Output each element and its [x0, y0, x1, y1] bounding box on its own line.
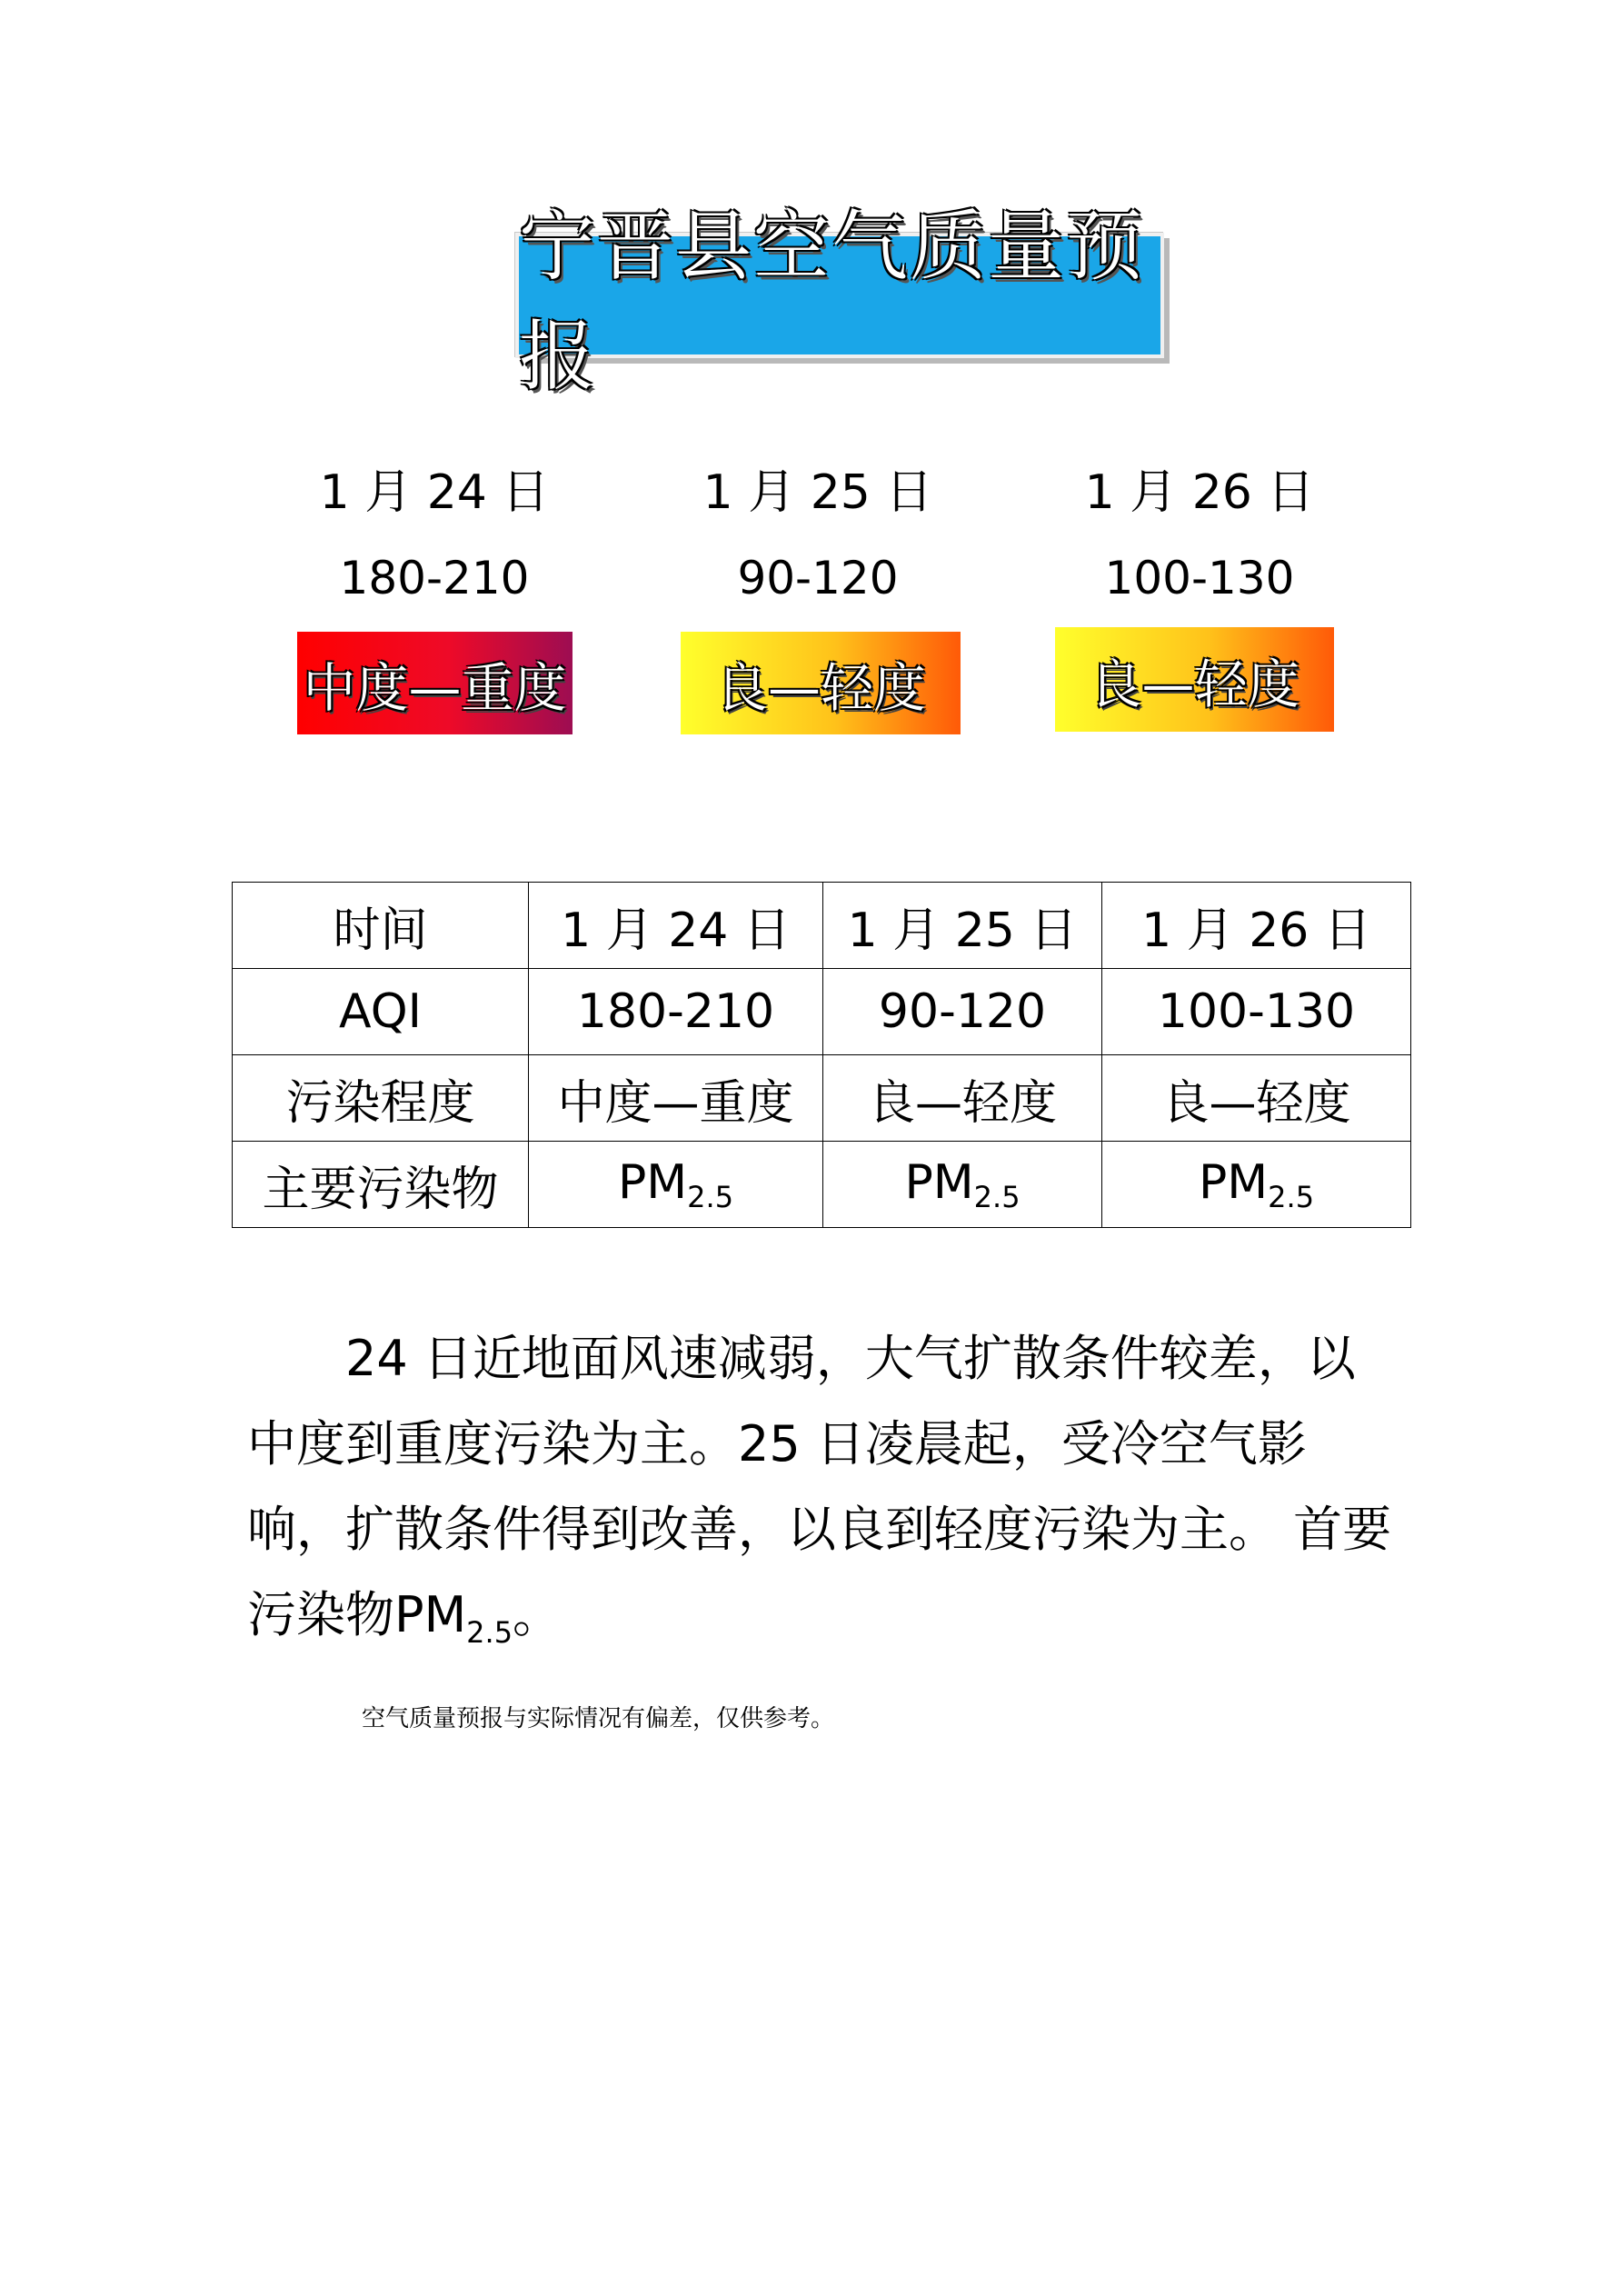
table-cell: 良—轻度 — [1102, 1055, 1411, 1142]
pollutant-name: PM — [904, 1154, 974, 1210]
day-forecast-1 — [271, 465, 598, 605]
day-aqi-range: 180-210 — [339, 552, 530, 604]
day-aqi-range: 90-120 — [737, 552, 899, 604]
table-row — [233, 969, 1411, 1055]
period: 。 — [513, 1586, 563, 1643]
day-date: 1 月 25 日 — [702, 465, 933, 520]
row-header: AQI — [233, 969, 529, 1055]
table-cell: 中度—重度 — [529, 1055, 823, 1142]
day-forecast-3 — [1036, 465, 1363, 605]
pollutant-subscript: 2.5 — [687, 1179, 734, 1214]
pollutant-name: PM — [617, 1154, 688, 1210]
table-cell: 1 月 24 日 — [529, 883, 823, 969]
level-badge-2: 良—轻度 — [681, 632, 961, 734]
row-header: 时间 — [233, 883, 529, 969]
pollutant-subscript: 2.5 — [973, 1179, 1021, 1214]
level-badge-3: 良—轻度 — [1055, 627, 1334, 732]
table-row — [233, 1055, 1411, 1142]
day-date: 1 月 24 日 — [319, 465, 550, 520]
pollutant-name: PM — [394, 1586, 467, 1643]
table-row — [233, 883, 1411, 969]
day-forecast-2 — [654, 465, 981, 605]
table-cell: 1 月 25 日 — [823, 883, 1102, 969]
disclaimer-note: 空气质量预报与实际情况有偏差，仅供参考。 — [362, 1705, 835, 1732]
table-cell — [529, 1142, 823, 1228]
table-row — [233, 1142, 1411, 1228]
pollutant-subscript: 2.5 — [466, 1615, 513, 1650]
forecast-table — [232, 882, 1411, 1228]
table-cell: 良—轻度 — [823, 1055, 1102, 1142]
forecast-description — [247, 1316, 1392, 1675]
row-header: 污染程度 — [233, 1055, 529, 1142]
row-header: 主要污染物 — [233, 1142, 529, 1228]
table-cell — [1102, 1142, 1411, 1228]
page-title: 宁晋县空气质量预报 — [519, 202, 1145, 401]
table-cell — [823, 1142, 1102, 1228]
pollutant-name: PM — [1198, 1154, 1269, 1210]
title-banner — [515, 202, 1164, 401]
day-date: 1 月 26 日 — [1084, 465, 1315, 520]
description-text: 24 日近地面风速减弱，大气扩散条件较差，以中度到重度污染为主。25 日凌晨起，受冷空气影响，扩散条件得到改善，以良到轻度污染为主。 首要污染物 — [247, 1330, 1392, 1643]
level-badge-1: 中度—重度 — [297, 632, 573, 734]
table-cell: 180-210 — [529, 969, 823, 1055]
table-cell: 100-130 — [1102, 969, 1411, 1055]
table-cell: 1 月 26 日 — [1102, 883, 1411, 969]
day-aqi-range: 100-130 — [1104, 552, 1295, 604]
table-cell: 90-120 — [823, 969, 1102, 1055]
pollutant-subscript: 2.5 — [1268, 1179, 1315, 1214]
